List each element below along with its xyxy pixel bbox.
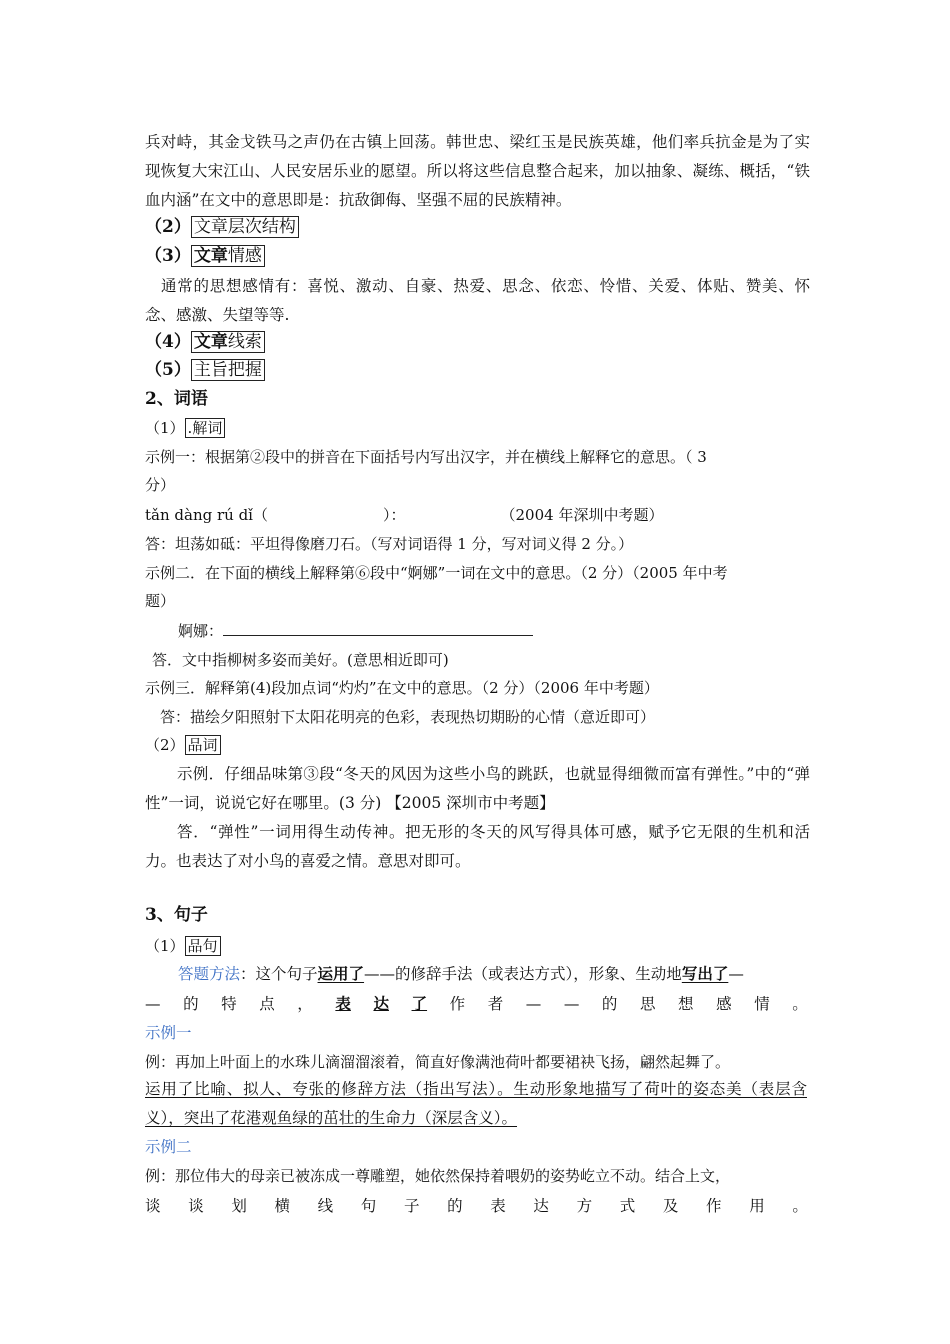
explain-label: .解词	[185, 418, 226, 438]
spread-char: —	[145, 995, 161, 1013]
emotions-paragraph: 通常的思想感情有：喜悦、激动、自豪、热爱、思念、依恋、怜惜、关爱、体贴、赞美、怀念、感激、失望等等.	[145, 277, 810, 324]
emotion-label: 情感	[227, 246, 262, 266]
spread-char: 线	[317, 1197, 334, 1215]
spread-char: 情	[754, 995, 770, 1013]
spread-char: 横	[274, 1197, 290, 1215]
clue-label: 线索	[227, 332, 262, 352]
spread-char: 想	[678, 995, 694, 1013]
heading-structure	[145, 216, 299, 238]
spread-char: 划	[231, 1197, 247, 1215]
spread-char: 点	[259, 995, 275, 1013]
answer1: 答：坦荡如砥：平坦得像磨刀石。（写对词语得 1 分，写对词义得 2 分。）	[145, 535, 634, 553]
spread-char: 表	[335, 994, 351, 1013]
example-one-heading: 示例一	[145, 1024, 192, 1042]
method-text-2: ——的修辞手法（或表达方式），形象、生动地	[364, 965, 682, 983]
spread-char: 。	[792, 1197, 808, 1215]
item-number: （2）	[145, 217, 191, 237]
item-number: （3）	[145, 246, 191, 266]
example-two-heading: 示例二	[145, 1138, 192, 1156]
spread-char: 表	[490, 1197, 506, 1215]
answer3: 答：描绘夕阳照射下太阳花明亮的色彩，表现热切期盼的心情（意近即可）	[160, 708, 656, 726]
theme-label: 主旨把握	[191, 359, 265, 381]
spread-char: 的	[601, 995, 618, 1013]
item-number: （5）	[145, 360, 191, 380]
word-label: 婀娜：	[178, 622, 224, 640]
clue-label-bold: 文章	[193, 332, 228, 352]
spread-char: 感	[716, 995, 732, 1013]
example1-line2: 分）	[145, 476, 176, 494]
answer2: 答．文中指柳树多姿而美好。(意思相近即可)	[152, 651, 449, 669]
pinyin-line	[145, 504, 663, 526]
appreciate-example: 示例．仔细品味第③段“冬天的风因为这些小鸟的跳跃，也就显得细微而富有弹性。”中的“弹性”一词，说说它好在哪里。(3 分) 【2005 深圳市中考题】	[145, 765, 810, 812]
answer-blank	[223, 621, 533, 636]
emotion-label-bold: 文章	[193, 246, 228, 266]
example2-answer-blank	[178, 620, 533, 642]
spread-char: 特	[221, 995, 237, 1013]
spread-char: 式	[619, 1197, 636, 1215]
spread-char: 达	[533, 1197, 549, 1215]
example3: 示例三．解释第(4)段加点词“灼灼”在文中的意思。（2 分）（2006 年中考题）	[145, 679, 659, 697]
example2-line1: 示例二．在下面的横线上解释第⑥段中“婀娜”一词在文中的意思。（2 分）（2005 年中考	[145, 564, 728, 582]
method-underline-2: 写出了	[681, 964, 729, 983]
sub-number: （1）	[145, 937, 185, 955]
pinyin-close: ）：	[382, 506, 406, 524]
pinyin-text: tǎn dàng rú dǐ（	[145, 506, 268, 524]
spread-char: 思	[639, 995, 656, 1013]
method-label: 答题方法	[178, 965, 241, 983]
appreciate-word-label: 品词	[185, 735, 221, 755]
appreciate-answer: 答．“弹性”一词用得生动传神。把无形的冬天的风写得具体可感，赋予它无限的生机和活力。也表达了对小鸟的喜爱之情。意思对即可。	[145, 823, 810, 870]
intro-paragraph: 兵对峙，其金戈铁马之声仍在古镇上回荡。韩世忠、梁红玉是民族英雄，他们率兵抗金是为了实现恢复大宋江山、人民安居乐业的愿望。所以将这些信息整合起来，加以抽象、凝练、概括，“铁血内涵”在文中的意思即是：抗敌御侮、坚强不屈的民族精神。	[145, 133, 810, 209]
method-text-3: —	[728, 965, 744, 983]
spread-char: 子	[403, 1197, 420, 1215]
spread-char: 及	[662, 1197, 679, 1215]
answer-method	[178, 963, 744, 985]
sentence-example1-answer: 运用了比喻、拟人、夸张的修辞方法（指出写法）。生动形象地描写了荷叶的姿态美（表层含义），突出了花港观鱼绿的茁壮的生命力（深层含义）。	[145, 1080, 807, 1127]
sub-appreciate-word	[145, 734, 221, 756]
spread-char: ，	[297, 995, 313, 1013]
example1-line1: 示例一：根据第②段中的拼音在下面括号内写出汉字，并在横线上解释它的意思。（ 3	[145, 448, 707, 466]
item-number: （4）	[145, 332, 191, 352]
sub-number: （1）	[145, 419, 185, 437]
sentence-example2-question	[145, 1195, 808, 1217]
structure-label: 文章层次结构	[191, 216, 299, 238]
spread-char: —	[525, 995, 542, 1013]
sentence-example2: 例：那位伟大的母亲已被冻成一尊雕塑，她依然保持着喂奶的姿势屹立不动。结合上文，	[145, 1167, 731, 1185]
heading-emotion	[145, 245, 265, 267]
section-sentences: 3、句子	[145, 905, 208, 925]
section-words: 2、词语	[145, 389, 208, 409]
sentence-example1: 例：再加上叶面上的水珠儿滴溜溜滚着，简直好像满池荷叶都要裙袂飞扬，翩然起舞了。	[145, 1053, 731, 1071]
method-underline-1: 运用了	[317, 964, 365, 983]
example2-line2: 题）	[145, 592, 176, 610]
spread-char: 方	[576, 1197, 593, 1215]
sub-number: （2）	[145, 736, 185, 754]
spread-char: 作	[706, 1197, 722, 1215]
answer-method-line2	[145, 993, 808, 1015]
spread-char: 用	[749, 1197, 765, 1215]
spread-char: 者	[487, 995, 504, 1013]
sub-appreciate-sentence	[145, 935, 221, 957]
spread-char: 的	[183, 995, 199, 1013]
appreciate-sentence-label: 品句	[185, 936, 221, 956]
spread-char: 了	[411, 994, 428, 1013]
spread-char: 谈	[188, 1197, 204, 1215]
heading-clue	[145, 331, 265, 353]
spread-char: 句	[360, 1197, 377, 1215]
spread-char: 作	[449, 995, 466, 1013]
spread-char: 达	[373, 994, 389, 1013]
heading-theme	[145, 359, 265, 381]
spread-char: 。	[792, 995, 808, 1013]
spread-char: 谈	[145, 1197, 161, 1215]
pinyin-source: （2004 年深圳中考题）	[500, 506, 664, 524]
spread-char: —	[563, 995, 580, 1013]
spread-char: 的	[447, 1197, 463, 1215]
sub-explain	[145, 417, 225, 439]
method-text-1: ：这个句子	[240, 965, 318, 983]
